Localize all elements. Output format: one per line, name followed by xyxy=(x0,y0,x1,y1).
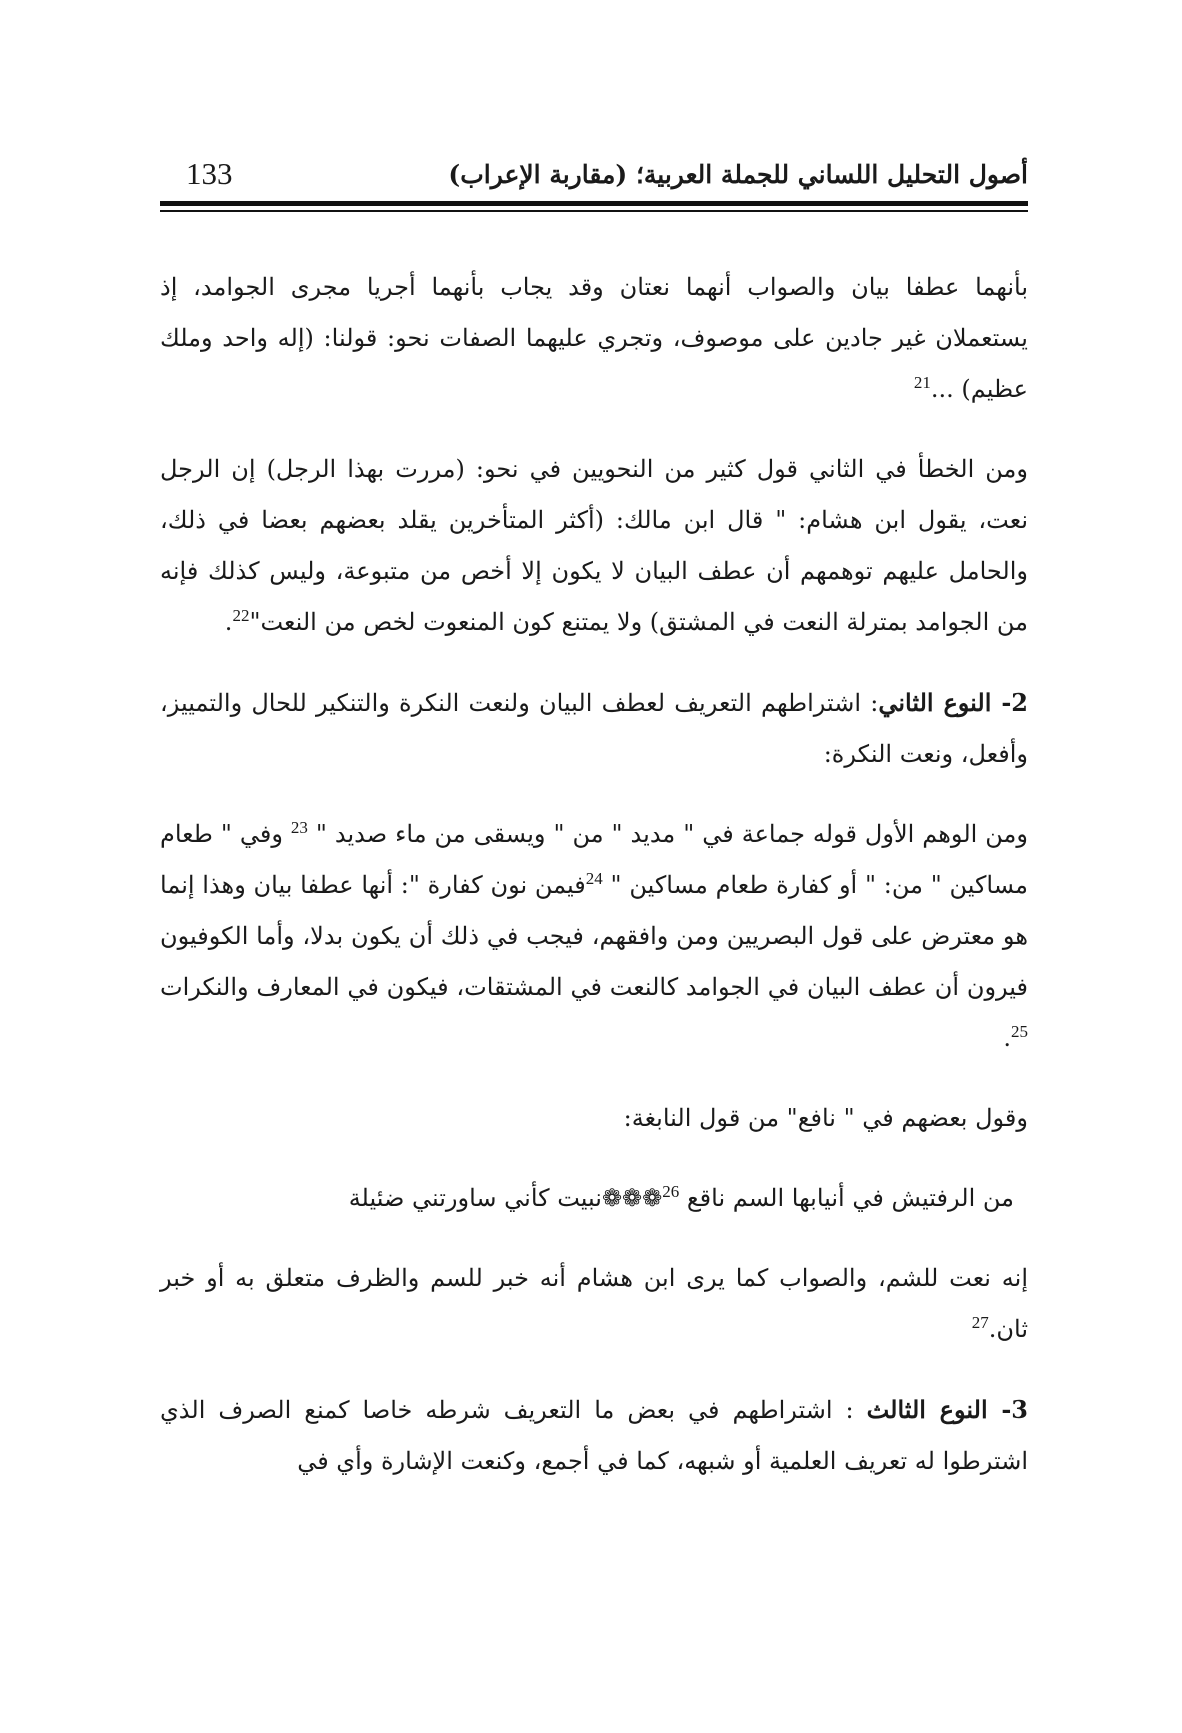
paragraph-2 xyxy=(160,444,1028,648)
paragraph-3 xyxy=(160,809,1028,1064)
verse-second-hemistich: نبيت كأني ساورتني ضئيلة xyxy=(348,1184,602,1212)
paragraph-4-text: وقول بعضهم في " نافع" من قول النابغة: xyxy=(623,1104,1028,1132)
footnote-ref-24: 24 xyxy=(585,869,603,888)
paragraph-3-part-a: ومن الوهم الأول قوله جماعة في " مديد " من " ويسقى من ماء صديد " xyxy=(315,820,1028,848)
header-rule-thin xyxy=(160,210,1028,212)
poetry-verse xyxy=(160,1173,1028,1224)
footnote-ref-21: 21 xyxy=(913,373,931,392)
section-heading-3 xyxy=(160,1384,1028,1487)
section-heading-2-label: 2- النوع الثاني xyxy=(878,688,1028,717)
verse-first-hemistich: من الرفتيش في أنيابها السم ناقع xyxy=(686,1184,1014,1212)
section-heading-2 xyxy=(160,677,1028,780)
paragraph-3-part-c: فيمن نون كفارة ": أنها عطفا بيان وهذا إنما هو معترض على قول البصريين ومن وافقهم، فيجب في ذلك أن يكون بدلا، وأما الكوفيون فيرون أن عطف البيان في الجوامد كالنعت في المشتقات، فيكون في المعارف والنكرات xyxy=(160,871,1028,1001)
section-heading-2-text: : اشتراطهم التعريف لعطف البيان ولنعت النكرة والتنكير للحال والتمييز، وأفعل، ونعت النكرة: xyxy=(160,689,1028,768)
body-text xyxy=(160,262,1028,1516)
section-heading-3-label: 3- النوع الثالث xyxy=(866,1395,1028,1424)
paragraph-5-text: إنه نعت للشم، والصواب كما يرى ابن هشام أنه خبر للسم والظرف متعلق به أو خبر ثان. xyxy=(160,1264,1028,1343)
header-rule-thick xyxy=(160,201,1028,206)
running-title: أصول التحليل اللساني للجملة العربية؛ (مقاربة الإعراب) xyxy=(448,160,1028,189)
paragraph-3-end: . xyxy=(1003,1024,1011,1052)
paragraph-1-text: بأنهما عطفا بيان والصواب أنهما نعتان وقد يجاب بأنهما أجريا مجرى الجوامد، إذ يستعملان غير جادين على موصوف، وتجري عليهما الصفات نحو: قولنا: (إله واحد وملك عظيم) ... xyxy=(160,273,1028,403)
paragraph-1 xyxy=(160,262,1028,415)
paragraph-2-text: ومن الخطأ في الثاني قول كثير من النحويين في نحو: (مررت بهذا الرجل) إن الرجل نعت، يقول ابن هشام: " قال ابن مالك: (أكثر المتأخرين يقلد بعضهم بعضا في ذلك، والحامل عليهم توهمهم أن عطف البيان لا يكون إلا أخص من متبوعة، وليس كذلك فإنه من الجوامد بمترلة النعت في المشتق) ولا يمتنع كون المنعوت لخص من النعت" xyxy=(160,455,1028,636)
footnote-ref-23: 23 xyxy=(290,818,308,837)
paragraph-5 xyxy=(160,1253,1028,1355)
footnote-ref-26: 26 xyxy=(662,1182,680,1201)
verse-separator-icon: ❁❁❁ xyxy=(601,1184,663,1212)
paragraph-2-end: . xyxy=(224,608,233,636)
footnote-ref-22: 22 xyxy=(232,606,250,625)
footnote-ref-27: 27 xyxy=(971,1313,989,1332)
footnote-ref-25: 25 xyxy=(1011,1022,1028,1041)
section-heading-3-text: : اشتراطهم في بعض ما التعريف شرطه خاصا كمنع الصرف الذي اشترطوا له تعريف العلمية أو شبهه، كما في أجمع، وكنعت الإشارة وأي في xyxy=(160,1396,1028,1475)
paragraph-4 xyxy=(160,1093,1028,1144)
paragraph-3-part-b: وفي " طعام مساكين " من: " أو كفارة طعام مساكين " xyxy=(160,820,1028,899)
page-number: 133 xyxy=(186,156,233,191)
